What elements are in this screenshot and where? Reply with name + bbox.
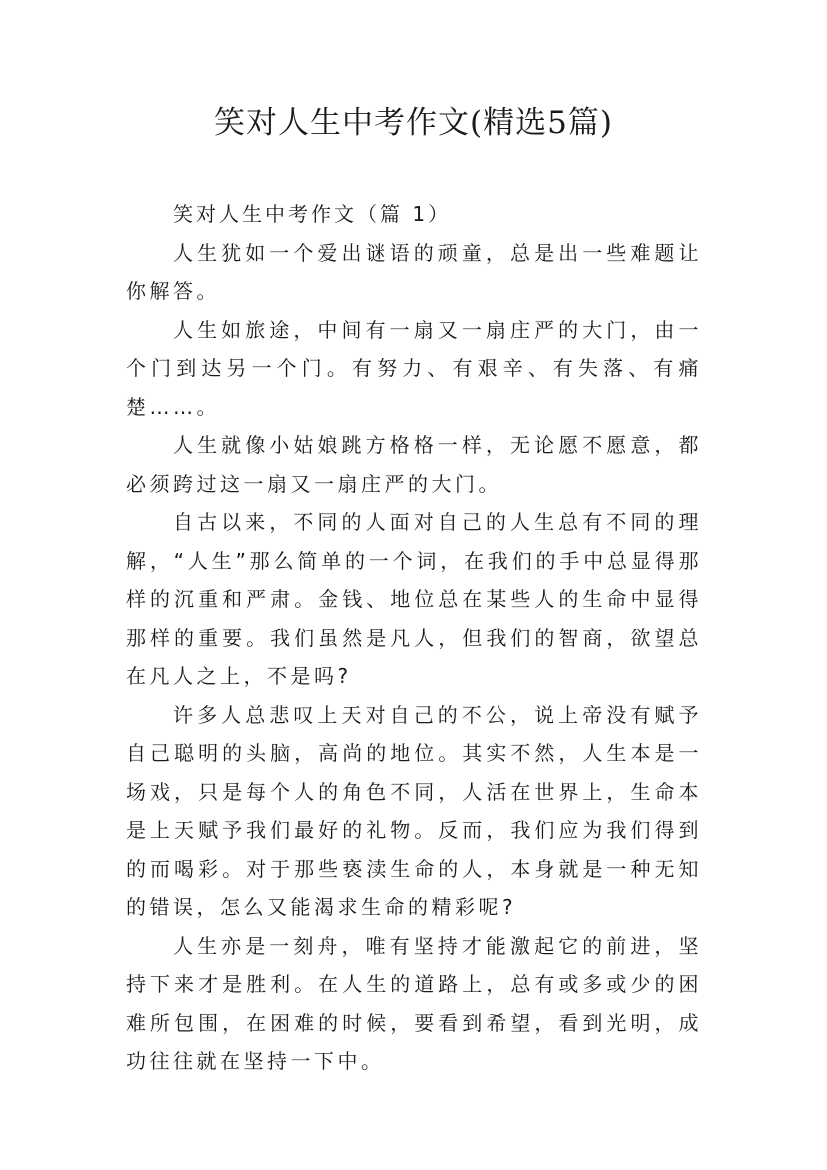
paragraph: 人生如旅途，中间有一扇又一扇庄严的大门，由一个门到达另一个门。有努力、有艰辛、有失落、有痛楚……。	[126, 317, 702, 419]
paragraph: 许多人总悲叹上天对自己的不公，说上帝没有赋予自己聪明的头脑，高尚的地位。其实不然，人生本是一场戏，只是每个人的角色不同，人活在世界上，生命本是上天赋予我们最好的礼物。反而，我们应为我们得到的而喝彩。对于那些亵渎生命的人，本身就是一种无知的错误，怎么又能渴求生命的精彩呢?	[126, 702, 702, 919]
paragraph: 人生犹如一个爱出谜语的顽童，总是出一些难题让你解答。	[126, 240, 702, 303]
paragraph: 人生亦是一刻舟，唯有坚持才能激起它的前进，坚持下来才是胜利。在人生的道路上，总有或多或少的困难所包围，在困难的时候，要看到希望，看到光明，成功往往就在坚持一下中。	[126, 933, 702, 1073]
paragraph: 自古以来，不同的人面对自己的人生总有不同的理解，“人生”那么简单的一个词，在我们的手中总显得那样的沉重和严肃。金钱、地位总在某些人的生命中显得那样的重要。我们虽然是凡人，但我们的智商，欲望总在凡人之上，不是吗?	[126, 510, 702, 688]
paragraph: 人生就像小姑娘跳方格格一样，无论愿不愿意，都必须跨过这一扇又一扇庄严的大门。	[126, 433, 702, 496]
document-title: 笑对人生中考作文(精选5篇)	[214, 105, 613, 141]
document-body	[126, 195, 702, 1081]
section-heading: 笑对人生中考作文（篇 1）	[173, 202, 452, 226]
